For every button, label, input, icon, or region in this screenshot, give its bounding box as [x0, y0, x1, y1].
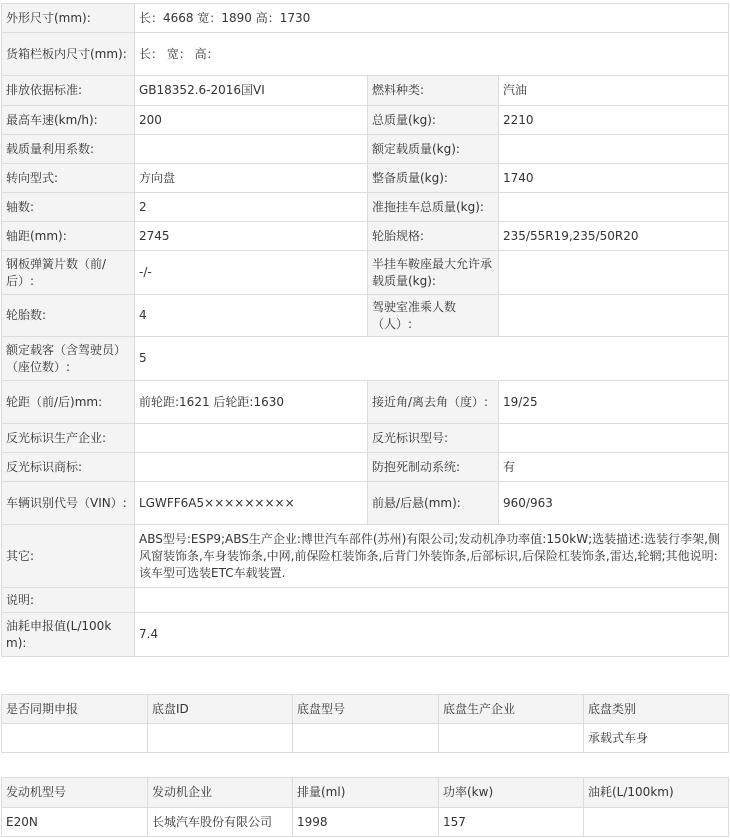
chassis-cell	[148, 724, 293, 753]
steering-label: 转向型式:	[2, 164, 135, 193]
trailer-mass-value	[499, 193, 729, 222]
curb-mass-value: 1740	[499, 164, 729, 193]
rated-passengers-value: 5	[135, 337, 729, 381]
chassis-cell	[2, 724, 148, 753]
engine-header: 发动机企业	[148, 778, 293, 808]
engine-cell: E20N	[2, 808, 148, 837]
fuel-consumption-value: 7.4	[135, 613, 729, 657]
tire-spec-value: 235/55R19,235/50R20	[499, 222, 729, 251]
saddle-load-label: 半挂车鞍座最大允许承载质量(kg):	[368, 251, 499, 295]
other-value: ABS型号:ESP9;ABS生产企业:博世汽车部件(苏州)有限公司;发动机净功率值:150kW;选装描述:选装行李架,侧风窗装饰条,车身装饰条,中网,前保险杠装饰条,后背门外装饰条,后部标识,后保险杠装饰条,雷达,轮辋;其他说明:该车型可选装ETC车载装置.	[135, 525, 729, 588]
total-mass-value: 2210	[499, 106, 729, 135]
notes-value	[135, 588, 729, 613]
cargo-dims-label: 货箱栏板内尺寸(mm):	[2, 33, 135, 76]
chassis-cell	[439, 724, 584, 753]
fuel-consumption-label: 油耗申报值(L/100km):	[2, 613, 135, 657]
notes-label: 说明:	[2, 588, 135, 613]
vin-label: 车辆识别代号（VIN）:	[2, 482, 135, 525]
abs-value: 有	[499, 453, 729, 482]
tire-count-label: 轮胎数:	[2, 295, 135, 337]
dims-value: 长：4668 宽：1890 高：1730	[135, 4, 729, 33]
total-mass-label: 总质量(kg):	[368, 106, 499, 135]
cargo-dims-value: 长： 宽： 高：	[135, 33, 729, 76]
reflector-model-value	[499, 424, 729, 453]
max-speed-value: 200	[135, 106, 368, 135]
load-utilization-value	[135, 135, 368, 164]
overhang-value: 960/963	[499, 482, 729, 525]
engine-cell: 长城汽车股份有限公司	[148, 808, 293, 837]
rated-load-label: 额定载质量(kg):	[368, 135, 499, 164]
reflector-model-label: 反光标识型号:	[368, 424, 499, 453]
other-label: 其它:	[2, 525, 135, 588]
emission-standard-label: 排放依据标准:	[2, 76, 135, 106]
chassis-header: 底盘类别	[584, 695, 729, 724]
engine-table	[1, 777, 729, 837]
tire-count-value: 4	[135, 295, 368, 337]
wheelbase-label: 轴距(mm):	[2, 222, 135, 251]
emission-standard-value: GB18352.6-2016国VI	[135, 76, 368, 106]
overhang-label: 前悬/后悬(mm):	[368, 482, 499, 525]
reflector-brand-value	[135, 453, 368, 482]
fuel-type-label: 燃料种类:	[368, 76, 499, 106]
chassis-cell: 承载式车身	[584, 724, 729, 753]
wheelbase-value: 2745	[135, 222, 368, 251]
engine-cell: 157	[439, 808, 584, 837]
abs-label: 防抱死制动系统:	[368, 453, 499, 482]
chassis-cell	[293, 724, 439, 753]
track-width-label: 轮距（前/后)mm:	[2, 381, 135, 424]
leaf-spring-value: -/-	[135, 251, 368, 295]
vehicle-spec-table	[1, 3, 729, 657]
engine-cell: 1998	[293, 808, 439, 837]
chassis-table	[1, 694, 729, 753]
vin-value: LGWFF6A5×××××××××	[135, 482, 368, 525]
engine-header: 排量(ml)	[293, 778, 439, 808]
fuel-type-value: 汽油	[499, 76, 729, 106]
curb-mass-label: 整备质量(kg):	[368, 164, 499, 193]
engine-header: 发动机型号	[2, 778, 148, 808]
steering-value: 方向盘	[135, 164, 368, 193]
rated-passengers-label: 额定载客（含驾驶员）（座位数）:	[2, 337, 135, 381]
chassis-header: 底盘型号	[293, 695, 439, 724]
reflector-brand-label: 反光标识商标:	[2, 453, 135, 482]
engine-cell	[584, 808, 729, 837]
trailer-mass-label: 准拖挂车总质量(kg):	[368, 193, 499, 222]
approach-angle-label: 接近角/离去角（度）:	[368, 381, 499, 424]
max-speed-label: 最高车速(km/h):	[2, 106, 135, 135]
cab-passengers-label: 驾驶室准乘人数（人）:	[368, 295, 499, 337]
engine-header: 功率(kw)	[439, 778, 584, 808]
leaf-spring-label: 钢板弹簧片数（前/后）:	[2, 251, 135, 295]
saddle-load-value	[499, 251, 729, 295]
chassis-header: 底盘ID	[148, 695, 293, 724]
track-width-value: 前轮距:1621 后轮距:1630	[135, 381, 368, 424]
axles-label: 轴数:	[2, 193, 135, 222]
rated-load-value	[499, 135, 729, 164]
load-utilization-label: 载质量利用系数:	[2, 135, 135, 164]
cab-passengers-value	[499, 295, 729, 337]
dims-label: 外形尺寸(mm):	[2, 4, 135, 33]
chassis-header: 底盘生产企业	[439, 695, 584, 724]
reflector-maker-value	[135, 424, 368, 453]
approach-angle-value: 19/25	[499, 381, 729, 424]
reflector-maker-label: 反光标识生产企业:	[2, 424, 135, 453]
axles-value: 2	[135, 193, 368, 222]
tire-spec-label: 轮胎规格:	[368, 222, 499, 251]
chassis-header: 是否同期申报	[2, 695, 148, 724]
engine-header: 油耗(L/100km)	[584, 778, 729, 808]
